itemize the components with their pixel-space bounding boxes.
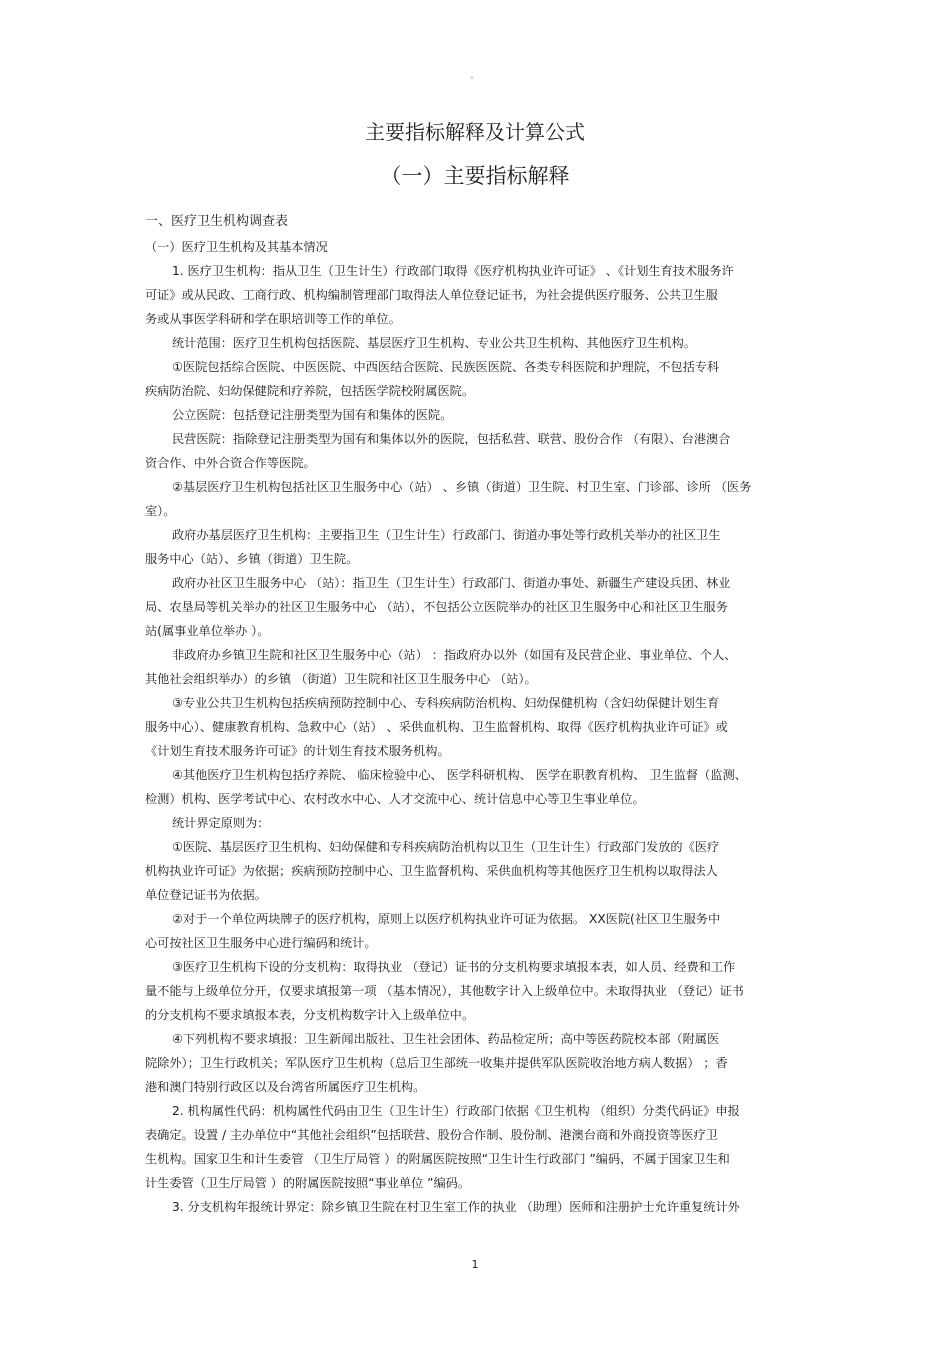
paragraph-line: ②对于一个单位两块牌子的医疗机构，原则上以医疗机构执业许可证为依据。 XX医院(社区卫生服务中 [172, 912, 721, 926]
body-text [145, 210, 820, 1219]
paragraph-line: 1. 医疗卫生机构：指从卫生（卫生计生）行政部门取得《医疗机构执业许可证》 、《计划生育技术服务许 [172, 264, 734, 278]
paragraph-line: ③医疗卫生机构下设的分支机构：取得执业 （登记）证书的分支机构要求填报本表，如人员、经费和工作 [172, 960, 736, 974]
paragraph-line: 统计界定原则为： [172, 816, 270, 830]
subsection-heading: （一）医疗卫生机构及其基本情况 [145, 240, 328, 254]
paragraph-line: 生机构。国家卫生和计生委管 （卫生厅局管 ）的附属医院按照“卫生计生行政部门 ”编码，不属于国家卫生和 [145, 1152, 730, 1166]
paragraph-line: 非政府办乡镇卫生院和社区卫生服务中心（站） ：指政府办以外（如国有及民营企业、事业单位、个人、 [172, 648, 737, 662]
paragraph-line: 务或从事医学科研和学在职培训等工作的单位。 [145, 312, 401, 326]
paragraph-line: 心可按社区卫生服务中心进行编码和统计。 [145, 936, 377, 950]
paragraph-line: 检测）机构、医学考试中心、农村改水中心、人才交流中心、统计信息中心等卫生事业单位。 [145, 792, 645, 806]
paragraph-line: 疾病防治院、妇幼保健院和疗养院，包括医学院校附属医院。 [145, 384, 475, 398]
paragraph-line: 局、农垦局等机关举办的社区卫生服务中心 （站），不包括公立医院举办的社区卫生服务中心和社区卫生服务 [145, 600, 728, 614]
paragraph-line: 公立医院：包括登记注册类型为国有和集体的医院。 [172, 408, 453, 422]
paragraph-line: 《计划生育技术服务许可证》的计划生育技术服务机构。 [145, 744, 450, 758]
paragraph-line: 站(属事业单位举办 ）。 [145, 624, 270, 638]
paragraph-line: 量不能与上级单位分开，仅要求填报第一项 （基本情况），其他数字计入上级单位中。未取得执业 （登记）证书 [145, 984, 744, 998]
paragraph-line: ①医院、基层医疗卫生机构、妇幼保健和专科疾病防治机构以卫生（卫生计生）行政部门发放的《医疗 [172, 840, 720, 854]
paragraph-line: 港和澳门特别行政区以及台湾省所属医疗卫生机构。 [145, 1080, 426, 1094]
paragraph-line: ②基层医疗卫生机构包括社区卫生服务中心（站） 、乡镇（街道）卫生院、村卫生室、门诊部、诊所 （医务 [172, 480, 752, 494]
paragraph-line: 2. 机构属性代码：机构属性代码由卫生（卫生计生）行政部门依据《卫生机构 （组织）分类代码证》申报 [172, 1104, 740, 1118]
paragraph-line: 3. 分支机构年报统计界定：除乡镇卫生院在村卫生室工作的执业 （助理）医师和注册护士允许重复统计外 [172, 1200, 740, 1214]
paragraph-line: ④其他医疗卫生机构包括疗养院、 临床检验中心、 医学科研机构、 医学在职教育机构、 卫生监督（监测、 [172, 768, 747, 782]
page-number: 1 [471, 1258, 479, 1271]
paragraph-line: 机构执业许可证》为依据；疾病预防控制中心、卫生监督机构、采供血机构等其他医疗卫生机构以取得法人 [145, 864, 718, 878]
paragraph-line: ③专业公共卫生机构包括疾病预防控制中心、专科疾病防治机构、妇幼保健机构（含妇幼保健计划生育 [172, 696, 720, 710]
paragraph-line: ①医院包括综合医院、中医医院、中西医结合医院、民族医医院、各类专科医院和护理院，不包括专科 [172, 360, 720, 374]
section-heading: 一、医疗卫生机构调查表 [145, 214, 289, 229]
paragraph-line: 资合作、中外合资合作等医院。 [145, 456, 316, 470]
header-mark: 。 [470, 71, 480, 81]
paragraph-line: 服务中心）、健康教育机构、急救中心（站） 、采供血机构、卫生监督机构、取得《医疗机构执业许可证》或 [145, 720, 728, 734]
document-subtitle: （一）主要指标解释 [380, 164, 570, 188]
paragraph-line: 其他社会组织举办）的乡镇 （街道）卫生院和社区卫生服务中心 （站）。 [145, 672, 537, 686]
paragraph-line: 室）。 [145, 504, 176, 518]
paragraph-line: 政府办基层医疗卫生机构：主要指卫生（卫生计生）行政部门、街道办事处等行政机关举办的社区卫生 [172, 528, 721, 542]
paragraph-line: 单位登记证书为依据。 [145, 888, 267, 902]
paragraph-line: 服务中心（站）、乡镇（街道）卫生院。 [145, 552, 359, 566]
paragraph-line: 院除外）；卫生行政机关；军队医疗卫生机构（总后卫生部统一收集并提供军队医院收治地方病人数据） ；香 [145, 1056, 728, 1070]
paragraph-line: 民营医院：指除登记注册类型为国有和集体以外的医院，包括私营、联营、股份合作 （有限）、台港澳合 [172, 432, 731, 446]
paragraph-line: 的分支机构不要求填报本表，分支机构数字计入上级单位中。 [145, 1008, 475, 1022]
paragraph-line: 计生委管（卫生厅局管 ）的附属医院按照“事业单位 ”编码。 [145, 1176, 471, 1190]
paragraph-line: 表确定。设置 / 主办单位中“其他社会组织”包括联营、股份合作制、股份制、港澳台商和外商投资等医疗卫 [145, 1128, 718, 1142]
document-title: 主要指标解释及计算公式 [365, 120, 585, 144]
paragraph-line: 统计范围：医疗卫生机构包括医院、基层医疗卫生机构、专业公共卫生机构、其他医疗卫生机构。 [172, 336, 697, 350]
paragraph-line: ④下列机构不要求填报：卫生新闻出版社、卫生社会团体、药品检定所；高中等医药院校本部（附属医 [172, 1032, 720, 1046]
paragraph-line: 可证》或从民政、工商行政、机构编制管理部门取得法人单位登记证书，为社会提供医疗服务、公共卫生服 [145, 288, 718, 302]
paragraph-line: 政府办社区卫生服务中心 （站）：指卫生（卫生计生）行政部门、街道办事处、新疆生产建设兵团、林业 [172, 576, 731, 590]
